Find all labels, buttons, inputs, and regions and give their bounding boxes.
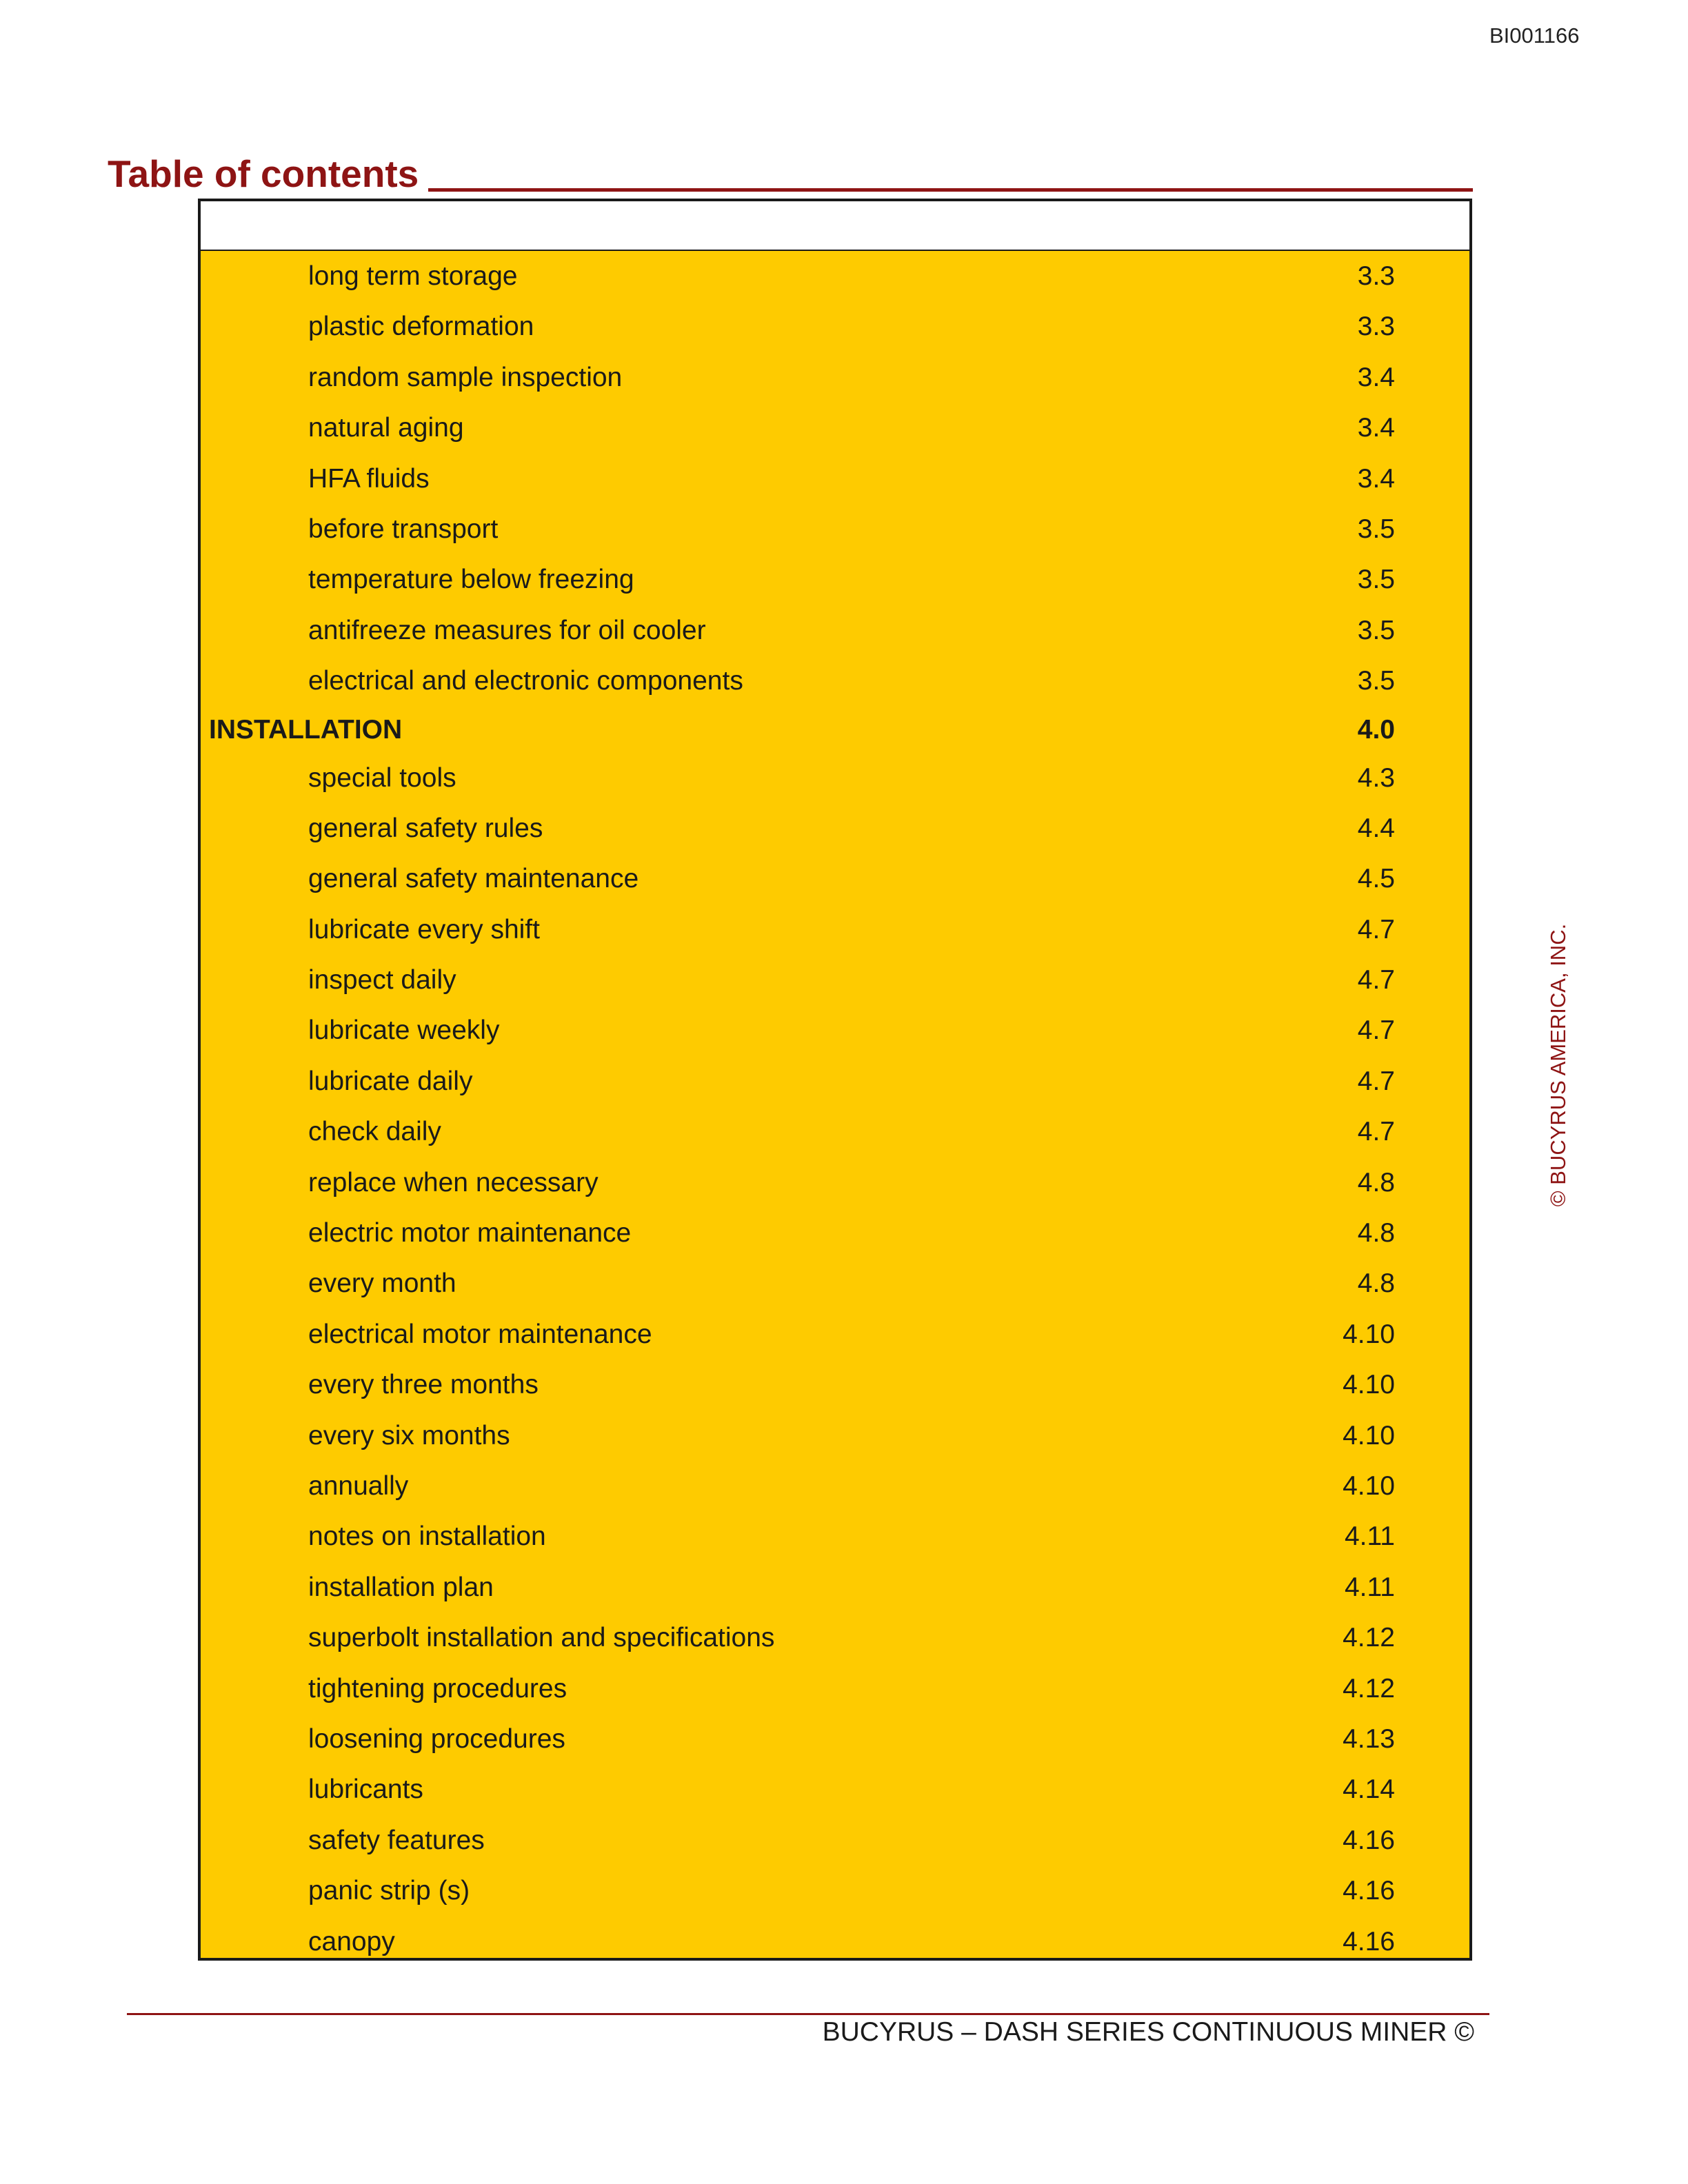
toc-page-number: 4.10 [1343, 1370, 1395, 1400]
toc-section-row[interactable] [201, 707, 1469, 753]
toc-entry-label: before transport [308, 514, 499, 544]
toc-entry-row[interactable] [201, 1309, 1469, 1359]
toc-page-number: 4.7 [1357, 1117, 1395, 1147]
toc-entry-row[interactable] [201, 1714, 1469, 1764]
toc-page-number: 4.11 [1344, 1572, 1395, 1602]
toc-page-number: 4.7 [1357, 1015, 1395, 1046]
toc-entry-label: annually [308, 1470, 409, 1501]
toc-page-number: 4.16 [1343, 1876, 1395, 1906]
toc-page-number: 3.4 [1357, 463, 1395, 494]
toc-entry-row[interactable] [201, 1056, 1469, 1106]
toc-page-number: 4.8 [1357, 1268, 1395, 1299]
toc-entry-row[interactable] [201, 1917, 1469, 1967]
footer-divider [127, 2013, 1489, 2015]
toc-page-number: 3.5 [1357, 514, 1395, 544]
toc-page-number: 4.11 [1344, 1521, 1395, 1552]
toc-page-number: 3.3 [1357, 261, 1395, 291]
toc-entry-label: electric motor maintenance [308, 1218, 632, 1248]
toc-page-number: 4.8 [1357, 1218, 1395, 1248]
copyright-side-text: © BUCYRUS AMERICA, INC. [1546, 923, 1570, 1207]
toc-header-band [201, 201, 1469, 251]
toc-entry-label: replace when necessary [308, 1167, 599, 1197]
toc-entry-label: long term storage [308, 261, 518, 291]
toc-entry-label: loosening procedures [308, 1723, 565, 1754]
toc-page-number: 4.12 [1343, 1673, 1395, 1703]
toc-page-number: 4.8 [1357, 1167, 1395, 1197]
toc-entry-row[interactable] [201, 1359, 1469, 1410]
toc-table [198, 199, 1472, 1961]
toc-entry-row[interactable] [201, 904, 1469, 955]
toc-page-number: 4.16 [1343, 1926, 1395, 1957]
toc-page-number: 4.4 [1357, 813, 1395, 843]
toc-entry-row[interactable] [201, 454, 1469, 504]
toc-page-number: 4.13 [1343, 1723, 1395, 1754]
toc-page-number: 4.0 [1357, 714, 1395, 745]
toc-section-label: INSTALLATION [209, 714, 403, 745]
toc-page-number: 4.16 [1343, 1825, 1395, 1855]
toc-page-number: 4.14 [1343, 1775, 1395, 1805]
toc-page-number: 4.10 [1343, 1319, 1395, 1349]
toc-entry-row[interactable] [201, 753, 1469, 803]
toc-entry-label: inspect daily [308, 965, 456, 995]
toc-entry-label: natural aging [308, 413, 464, 443]
toc-page-number: 3.3 [1357, 312, 1395, 342]
toc-page-number: 4.7 [1357, 1066, 1395, 1096]
toc-entry-row[interactable] [201, 301, 1469, 352]
toc-entry-label: antifreeze measures for oil cooler [308, 615, 706, 645]
toc-page-number: 3.5 [1357, 666, 1395, 696]
toc-entry-row[interactable] [201, 853, 1469, 904]
toc-entry-label: special tools [308, 762, 456, 793]
toc-entry-row[interactable] [201, 1764, 1469, 1814]
toc-page-number: 3.5 [1357, 565, 1395, 595]
copyright-side-note [1547, 917, 1570, 1213]
toc-entry-label: lubricate weekly [308, 1015, 500, 1046]
toc-entry-label: plastic deformation [308, 312, 534, 342]
toc-entry-row[interactable] [201, 1511, 1469, 1561]
toc-page-number: 4.10 [1343, 1470, 1395, 1501]
toc-entry-label: every three months [308, 1370, 539, 1400]
toc-page-number: 3.4 [1357, 413, 1395, 443]
title-underline [428, 188, 1473, 192]
toc-entry-label: general safety rules [308, 813, 543, 843]
toc-entry-label: panic strip (s) [308, 1876, 470, 1906]
toc-page-number: 3.5 [1357, 615, 1395, 645]
toc-entry-row[interactable] [201, 1866, 1469, 1916]
toc-entry-label: check daily [308, 1117, 441, 1147]
toc-page-number: 4.5 [1357, 864, 1395, 894]
toc-entry-label: HFA fluids [308, 463, 430, 494]
toc-list [201, 251, 1469, 1967]
toc-entry-label: installation plan [308, 1572, 494, 1602]
toc-entry-row[interactable] [201, 955, 1469, 1005]
toc-entry-row[interactable] [201, 1562, 1469, 1612]
toc-entry-label: notes on installation [308, 1521, 546, 1552]
toc-entry-row[interactable] [201, 656, 1469, 706]
toc-entry-row[interactable] [201, 1612, 1469, 1663]
toc-page-number: 4.7 [1357, 965, 1395, 995]
toc-entry-row[interactable] [201, 1664, 1469, 1714]
toc-entry-row[interactable] [201, 1258, 1469, 1308]
toc-entry-label: temperature below freezing [308, 565, 634, 595]
toc-entry-row[interactable] [201, 605, 1469, 656]
toc-page-number: 4.3 [1357, 762, 1395, 793]
toc-page-number: 4.7 [1357, 914, 1395, 944]
document-id: BI001166 [1489, 23, 1580, 48]
toc-page-number: 3.4 [1357, 362, 1395, 392]
toc-entry-label: superbolt installation and specifications [308, 1623, 775, 1653]
toc-entry-label: lubricate daily [308, 1066, 473, 1096]
toc-entry-row[interactable] [201, 403, 1469, 453]
page-title-row [108, 145, 1473, 193]
toc-page-number: 4.10 [1343, 1420, 1395, 1450]
toc-entry-row[interactable] [201, 1106, 1469, 1157]
toc-entry-row[interactable] [201, 1208, 1469, 1258]
footer-text: BUCYRUS – DASH SERIES CONTINUOUS MINER © [822, 2017, 1474, 2047]
toc-entry-row[interactable] [201, 554, 1469, 605]
toc-entry-label: every six months [308, 1420, 510, 1450]
toc-entry-label: electrical and electronic components [308, 666, 743, 696]
toc-page-number: 4.12 [1343, 1623, 1395, 1653]
page-title: Table of contents [108, 152, 419, 195]
toc-entry-row[interactable] [201, 504, 1469, 554]
toc-entry-row[interactable] [201, 1005, 1469, 1055]
toc-entry-row[interactable] [201, 251, 1469, 301]
toc-entry-label: lubricants [308, 1775, 423, 1805]
toc-entry-label: safety features [308, 1825, 485, 1855]
toc-entry-row[interactable] [201, 1410, 1469, 1461]
toc-entry-label: canopy [308, 1926, 395, 1957]
toc-entry-row[interactable] [201, 1461, 1469, 1511]
toc-entry-label: tightening procedures [308, 1673, 567, 1703]
toc-entry-row[interactable] [201, 803, 1469, 853]
toc-entry-label: every month [308, 1268, 456, 1299]
toc-entry-label: electrical motor maintenance [308, 1319, 652, 1349]
toc-entry-row[interactable] [201, 352, 1469, 403]
toc-entry-label: lubricate every shift [308, 914, 540, 944]
toc-entry-row[interactable] [201, 1815, 1469, 1866]
toc-entry-row[interactable] [201, 1157, 1469, 1208]
toc-entry-label: random sample inspection [308, 362, 623, 392]
toc-entry-label: general safety maintenance [308, 864, 639, 894]
